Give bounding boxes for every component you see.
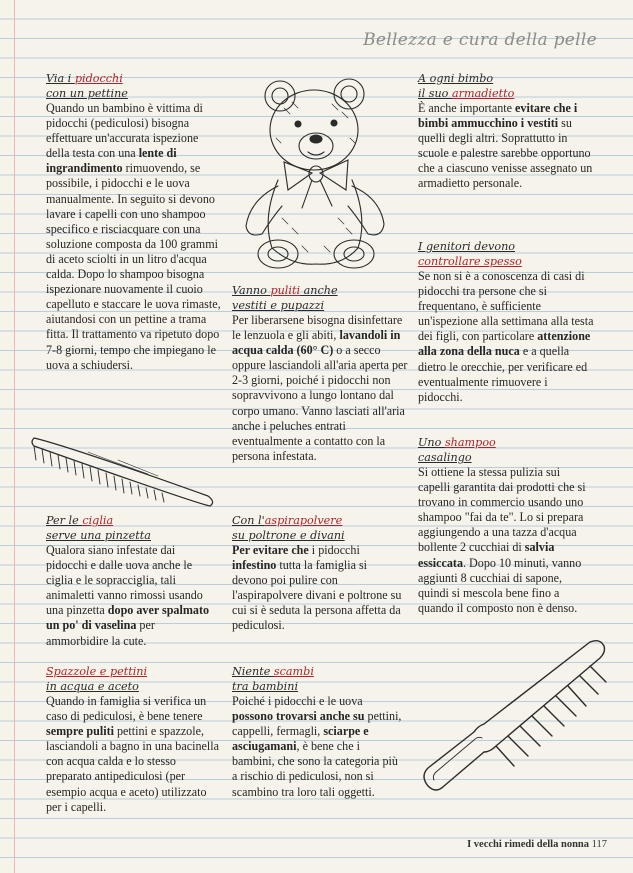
wide-comb-teeth [496, 666, 606, 766]
teddy-bear-illustration [232, 68, 392, 273]
section-body: Per evitare che i pidocchi infestino tutta la famiglia si devono poi pulire con l'aspirapolvere divani e poltrone su cui si è seduta la persona affetta da pediculosi. [232, 543, 402, 633]
chapter-title: Bellezza e cura della pelle [363, 30, 597, 50]
section-heading: Per le ciglia serve una pinzetta [46, 514, 151, 542]
page-footer [467, 839, 607, 850]
bold-text: attenzione alla zona della nuca [418, 329, 591, 359]
section-shampoo [418, 435, 594, 616]
teddy-ear-left-inner [272, 88, 288, 104]
teddy-ear-right [334, 79, 364, 109]
wide-comb-illustration [414, 636, 614, 804]
bold-text: sciarpe e asciugamani [232, 724, 369, 754]
section-ciglia [46, 513, 218, 649]
section-heading: Niente scambi tra bambini [232, 665, 314, 693]
section-pupazzi [232, 283, 408, 464]
section-heading: A ogni bimbo il suo armadietto [418, 72, 515, 100]
section-body: Quando in famiglia si verifica un caso di pediculosi, è bene tenere sempre puliti pettini e spazzole, lasciandoli a bagno in una bacinella con acqua calda e lo stesso preparato antipediculosi (per esempio acqua e aceto) utilizzato per i capelli. [46, 694, 219, 814]
teddy-nose [310, 135, 322, 143]
teddy-head [270, 90, 358, 170]
bold-text: Per evitare che [232, 543, 309, 557]
section-heading: Spazzole e pettini in acqua e aceto [46, 665, 148, 693]
fine-comb-illustration [28, 430, 220, 508]
teddy-arm-left [246, 186, 282, 235]
wide-comb-spine [424, 641, 605, 790]
teddy-foot-right-pad [344, 247, 364, 261]
section-body: È anche importante evitare che i bimbi ammucchino i vestiti su quelli degli altri. Soprattutto in scuole e palestre sarebbe opportuno che a ciascuno venisse assegnato un armadietto personale. [418, 101, 593, 191]
section-body: Quando un bambino è vittima di pidocchi (pediculosi) bisogna effettuare un'accurata ispezione della testa con una lente di ingrandimento rimuovendo, se possibile, i pidocchi e le uova manualmente. In seguito si devono lavare i capelli con uno shampoo specifico e risciacquare con una soluzione composta da 100 grammi di aceto sciolti in un litro d'acqua calda. Dopo lo shampoo bisogna ispezionare nuovamente il cuoio capelluto e staccare le uova rimaste, aiutandosi con un pettine a trama fitta. Il trattamento va ripetuto dopo 7-8 giorni, tempo che impiegano le uova a schiudersi. [46, 101, 221, 372]
section-armadietto [418, 71, 594, 192]
teddy-bow-left [284, 162, 312, 190]
bold-text: dopo aver spalmato un po' di vaselina [46, 603, 210, 633]
section-heading: Uno shampoo casalingo [418, 436, 496, 464]
section-body: Poiché i pidocchi e le uova possono trovarsi anche su pettini, cappelli, fermagli, sciarpe e asciugamani, è bene che i bambini, che sono la categoria più a rischio di pediculosi, non si scambino tra loro tali oggetti. [232, 694, 402, 799]
bold-text: lavandoli in acqua calda (60° C) [232, 328, 401, 358]
section-genitori [418, 239, 594, 405]
section-body: Qualora siano infestate dai pidocchi e dalle uova anche le ciglia e le sopracciglia, tali animaletti vanno rimossi usando una pinzetta dopo aver spalmato un po' di vaselina per ammorbidire la cute. [46, 543, 210, 648]
bold-text: sempre puliti [46, 724, 114, 739]
section-spazzole [46, 664, 222, 815]
fine-comb-spine [32, 438, 213, 506]
teddy-mouth [308, 152, 324, 155]
teddy-arm-right [348, 186, 384, 235]
section-heading: Con l'aspirapolvere su poltrone e divani [232, 514, 345, 542]
teddy-eye-right [331, 120, 337, 126]
teddy-foot-left [258, 240, 298, 268]
bold-text: infestino [232, 558, 277, 573]
teddy-eye-left [295, 121, 301, 127]
section-heading: Vanno puliti anche vestiti e pupazzi [232, 284, 338, 312]
section-pidocchi [46, 71, 224, 373]
teddy-hatching [276, 102, 355, 252]
section-heading: I genitori devono controllare spesso [418, 240, 522, 268]
bold-text: lente di ingrandimento [46, 146, 177, 176]
bold-text: possono trovarsi anche su [232, 709, 365, 724]
book-title: I vecchi rimedi della nonna [467, 839, 589, 850]
page-number: 117 [591, 839, 607, 850]
teddy-body [268, 180, 362, 264]
bold-text: evitare che i bimbi ammucchino i vestiti [418, 101, 578, 131]
section-body: Per liberarsene bisogna disinfettare le lenzuola e gli abiti, lavandoli in acqua calda (60° C) o a secco oppure lasciandoli all'aria aperta per 2-3 giorni, poiché i pidocchi non sopravvivono a lungo lontano dal corpo umano. Vanno lasciati all'aria anche i peluches entrati eventualmente a contatto con la persona infestata. [232, 313, 408, 463]
section-body: Si ottiene la stessa pulizia sui capelli garantita dai prodotti che si trovano in commercio usando uno shampoo "fai da te". Lo si prepara aggiungendo a una tazza d'acqua bollente 2 cucchiai di salvia essiccata. Dopo 10 minuti, vanno aggiunti 8 cucchiai di sapone, quindi si mescola bene fino a quando il composto non è denso. [418, 465, 586, 615]
section-body: Se non si è a conoscenza di casi di pidocchi tra persone che si frequentano, è sufficiente un'ispezione alla settimana alla testa dei figli, con particolare attenzione alla zona della nuca e a quella dietro le orecchie, per verificare ed eventualmente rimuovere i pidocchi. [418, 269, 594, 404]
section-scambi [232, 664, 404, 800]
teddy-foot-left-pad [268, 247, 288, 261]
section-aspirapolvere [232, 513, 404, 634]
section-heading: Via i pidocchi con un pettine [46, 72, 128, 100]
bold-text: salvia essiccata [418, 540, 555, 570]
teddy-bow-tails [302, 180, 332, 208]
teddy-bow-right [320, 160, 348, 190]
teddy-foot-right [334, 240, 374, 268]
